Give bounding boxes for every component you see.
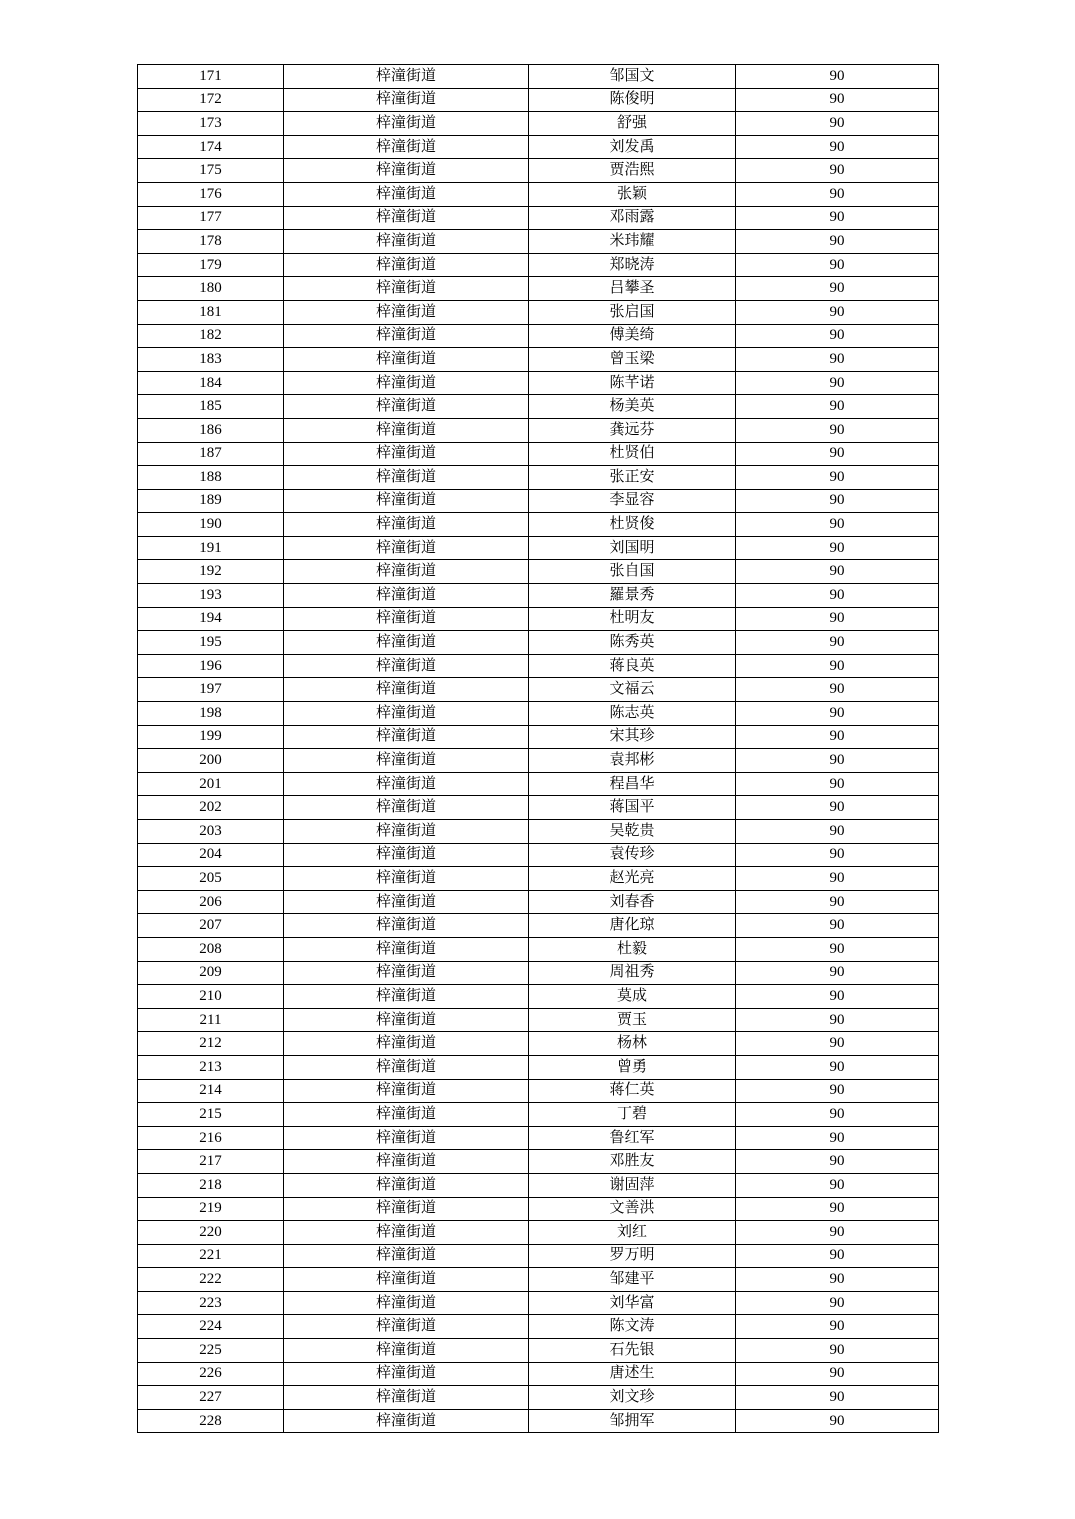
table-row [138, 253, 939, 277]
row-number-cell: 191 [138, 536, 284, 560]
row-number-cell: 196 [138, 654, 284, 678]
row-number-cell: 209 [138, 961, 284, 985]
district-cell: 梓潼街道 [284, 702, 529, 726]
score-cell: 90 [736, 1126, 939, 1150]
district-cell: 梓潼街道 [284, 206, 529, 230]
district-cell: 梓潼街道 [284, 843, 529, 867]
district-cell: 梓潼街道 [284, 725, 529, 749]
name-cell: 傅美绮 [529, 324, 736, 348]
table-row [138, 1291, 939, 1315]
score-cell: 90 [736, 725, 939, 749]
table-row [138, 1362, 939, 1386]
name-cell: 邓胜友 [529, 1150, 736, 1174]
row-number-cell: 179 [138, 253, 284, 277]
table-row [138, 88, 939, 112]
district-cell: 梓潼街道 [284, 961, 529, 985]
district-cell: 梓潼街道 [284, 1032, 529, 1056]
district-cell: 梓潼街道 [284, 418, 529, 442]
district-cell: 梓潼街道 [284, 112, 529, 136]
name-cell: 曾勇 [529, 1055, 736, 1079]
table-row [138, 937, 939, 961]
score-cell: 90 [736, 796, 939, 820]
name-cell: 程昌华 [529, 772, 736, 796]
row-number-cell: 187 [138, 442, 284, 466]
score-cell: 90 [736, 1386, 939, 1410]
score-cell: 90 [736, 702, 939, 726]
name-cell: 吴乾贵 [529, 820, 736, 844]
table-row [138, 135, 939, 159]
row-number-cell: 197 [138, 678, 284, 702]
district-cell: 梓潼街道 [284, 1339, 529, 1363]
name-cell: 周祖秀 [529, 961, 736, 985]
name-cell: 杜贤俊 [529, 513, 736, 537]
row-number-cell: 204 [138, 843, 284, 867]
table-row [138, 702, 939, 726]
table-row [138, 867, 939, 891]
score-cell: 90 [736, 1244, 939, 1268]
name-cell: 刘文珍 [529, 1386, 736, 1410]
row-number-cell: 181 [138, 300, 284, 324]
score-cell: 90 [736, 1173, 939, 1197]
table-row [138, 1386, 939, 1410]
name-cell: 蒋仁英 [529, 1079, 736, 1103]
district-cell: 梓潼街道 [284, 772, 529, 796]
name-cell: 唐化琼 [529, 914, 736, 938]
row-number-cell: 203 [138, 820, 284, 844]
table-row [138, 584, 939, 608]
score-cell: 90 [736, 536, 939, 560]
score-cell: 90 [736, 371, 939, 395]
table-row [138, 65, 939, 89]
row-number-cell: 225 [138, 1339, 284, 1363]
table-row [138, 725, 939, 749]
row-number-cell: 198 [138, 702, 284, 726]
score-table-body [138, 65, 939, 1433]
score-cell: 90 [736, 937, 939, 961]
district-cell: 梓潼街道 [284, 1055, 529, 1079]
row-number-cell: 222 [138, 1268, 284, 1292]
name-cell: 龚远芬 [529, 418, 736, 442]
name-cell: 羅景秀 [529, 584, 736, 608]
score-cell: 90 [736, 1103, 939, 1127]
name-cell: 贾玉 [529, 1008, 736, 1032]
table-row [138, 371, 939, 395]
table-row [138, 1103, 939, 1127]
table-row [138, 961, 939, 985]
score-cell: 90 [736, 206, 939, 230]
district-cell: 梓潼街道 [284, 1268, 529, 1292]
score-cell: 90 [736, 1291, 939, 1315]
table-row [138, 300, 939, 324]
name-cell: 鲁红军 [529, 1126, 736, 1150]
row-number-cell: 182 [138, 324, 284, 348]
row-number-cell: 175 [138, 159, 284, 183]
district-cell: 梓潼街道 [284, 631, 529, 655]
table-row [138, 843, 939, 867]
name-cell: 邹建平 [529, 1268, 736, 1292]
score-cell: 90 [736, 135, 939, 159]
score-cell: 90 [736, 395, 939, 419]
district-cell: 梓潼街道 [284, 1173, 529, 1197]
name-cell: 杜贤伯 [529, 442, 736, 466]
district-cell: 梓潼街道 [284, 253, 529, 277]
row-number-cell: 218 [138, 1173, 284, 1197]
score-cell: 90 [736, 513, 939, 537]
row-number-cell: 180 [138, 277, 284, 301]
row-number-cell: 184 [138, 371, 284, 395]
name-cell: 莫成 [529, 985, 736, 1009]
district-cell: 梓潼街道 [284, 1008, 529, 1032]
table-row [138, 112, 939, 136]
table-row [138, 654, 939, 678]
district-cell: 梓潼街道 [284, 1150, 529, 1174]
district-cell: 梓潼街道 [284, 867, 529, 891]
score-cell: 90 [736, 489, 939, 513]
table-row [138, 631, 939, 655]
row-number-cell: 217 [138, 1150, 284, 1174]
name-cell: 杜明友 [529, 607, 736, 631]
table-row [138, 324, 939, 348]
table-row [138, 513, 939, 537]
district-cell: 梓潼街道 [284, 1244, 529, 1268]
table-row [138, 820, 939, 844]
row-number-cell: 215 [138, 1103, 284, 1127]
table-row [138, 395, 939, 419]
score-cell: 90 [736, 159, 939, 183]
row-number-cell: 199 [138, 725, 284, 749]
table-row [138, 1150, 939, 1174]
row-number-cell: 202 [138, 796, 284, 820]
name-cell: 赵光亮 [529, 867, 736, 891]
table-row [138, 182, 939, 206]
table-row [138, 749, 939, 773]
row-number-cell: 207 [138, 914, 284, 938]
score-cell: 90 [736, 1055, 939, 1079]
name-cell: 蒋良英 [529, 654, 736, 678]
score-cell: 90 [736, 1008, 939, 1032]
score-cell: 90 [736, 182, 939, 206]
district-cell: 梓潼街道 [284, 88, 529, 112]
score-cell: 90 [736, 560, 939, 584]
row-number-cell: 201 [138, 772, 284, 796]
row-number-cell: 189 [138, 489, 284, 513]
row-number-cell: 185 [138, 395, 284, 419]
name-cell: 袁邦彬 [529, 749, 736, 773]
name-cell: 刘发禹 [529, 135, 736, 159]
score-cell: 90 [736, 1315, 939, 1339]
score-cell: 90 [736, 277, 939, 301]
name-cell: 陈文涛 [529, 1315, 736, 1339]
name-cell: 郑晓涛 [529, 253, 736, 277]
row-number-cell: 221 [138, 1244, 284, 1268]
district-cell: 梓潼街道 [284, 1362, 529, 1386]
name-cell: 杜毅 [529, 937, 736, 961]
name-cell: 米玮耀 [529, 230, 736, 254]
table-row [138, 1221, 939, 1245]
score-cell: 90 [736, 324, 939, 348]
district-cell: 梓潼街道 [284, 607, 529, 631]
district-cell: 梓潼街道 [284, 914, 529, 938]
name-cell: 张自国 [529, 560, 736, 584]
table-row [138, 230, 939, 254]
district-cell: 梓潼街道 [284, 796, 529, 820]
name-cell: 邓雨露 [529, 206, 736, 230]
table-row [138, 1197, 939, 1221]
score-cell: 90 [736, 772, 939, 796]
name-cell: 袁传珍 [529, 843, 736, 867]
name-cell: 陈俊明 [529, 88, 736, 112]
table-row [138, 466, 939, 490]
district-cell: 梓潼街道 [284, 1079, 529, 1103]
score-cell: 90 [736, 1339, 939, 1363]
score-cell: 90 [736, 442, 939, 466]
district-cell: 梓潼街道 [284, 1291, 529, 1315]
name-cell: 陈志英 [529, 702, 736, 726]
name-cell: 贾浩熙 [529, 159, 736, 183]
table-row [138, 489, 939, 513]
name-cell: 刘国明 [529, 536, 736, 560]
table-row [138, 1032, 939, 1056]
score-cell: 90 [736, 1079, 939, 1103]
table-row [138, 1409, 939, 1433]
district-cell: 梓潼街道 [284, 348, 529, 372]
district-cell: 梓潼街道 [284, 1126, 529, 1150]
score-cell: 90 [736, 1221, 939, 1245]
district-cell: 梓潼街道 [284, 442, 529, 466]
row-number-cell: 206 [138, 890, 284, 914]
name-cell: 陈芊诺 [529, 371, 736, 395]
name-cell: 宋其珍 [529, 725, 736, 749]
name-cell: 石先银 [529, 1339, 736, 1363]
row-number-cell: 194 [138, 607, 284, 631]
row-number-cell: 200 [138, 749, 284, 773]
score-cell: 90 [736, 88, 939, 112]
table-row [138, 1008, 939, 1032]
table-row [138, 1126, 939, 1150]
name-cell: 刘华富 [529, 1291, 736, 1315]
score-table [137, 64, 939, 1433]
row-number-cell: 186 [138, 418, 284, 442]
row-number-cell: 174 [138, 135, 284, 159]
table-row [138, 536, 939, 560]
name-cell: 杨美英 [529, 395, 736, 419]
district-cell: 梓潼街道 [284, 513, 529, 537]
name-cell: 李显容 [529, 489, 736, 513]
name-cell: 丁碧 [529, 1103, 736, 1127]
row-number-cell: 216 [138, 1126, 284, 1150]
score-cell: 90 [736, 300, 939, 324]
row-number-cell: 190 [138, 513, 284, 537]
score-cell: 90 [736, 1362, 939, 1386]
name-cell: 张正安 [529, 466, 736, 490]
name-cell: 邹拥军 [529, 1409, 736, 1433]
district-cell: 梓潼街道 [284, 749, 529, 773]
row-number-cell: 176 [138, 182, 284, 206]
table-row [138, 418, 939, 442]
district-cell: 梓潼街道 [284, 182, 529, 206]
district-cell: 梓潼街道 [284, 1315, 529, 1339]
row-number-cell: 223 [138, 1291, 284, 1315]
table-row [138, 796, 939, 820]
name-cell: 刘春香 [529, 890, 736, 914]
score-cell: 90 [736, 820, 939, 844]
table-row [138, 1055, 939, 1079]
district-cell: 梓潼街道 [284, 1103, 529, 1127]
district-cell: 梓潼街道 [284, 300, 529, 324]
row-number-cell: 173 [138, 112, 284, 136]
score-cell: 90 [736, 348, 939, 372]
row-number-cell: 214 [138, 1079, 284, 1103]
row-number-cell: 219 [138, 1197, 284, 1221]
row-number-cell: 208 [138, 937, 284, 961]
score-cell: 90 [736, 466, 939, 490]
score-cell: 90 [736, 985, 939, 1009]
score-cell: 90 [736, 584, 939, 608]
row-number-cell: 193 [138, 584, 284, 608]
score-cell: 90 [736, 961, 939, 985]
row-number-cell: 226 [138, 1362, 284, 1386]
district-cell: 梓潼街道 [284, 277, 529, 301]
row-number-cell: 178 [138, 230, 284, 254]
name-cell: 张颖 [529, 182, 736, 206]
district-cell: 梓潼街道 [284, 1409, 529, 1433]
table-row [138, 890, 939, 914]
district-cell: 梓潼街道 [284, 324, 529, 348]
name-cell: 刘红 [529, 1221, 736, 1245]
score-cell: 90 [736, 1197, 939, 1221]
district-cell: 梓潼街道 [284, 466, 529, 490]
table-row [138, 1339, 939, 1363]
district-cell: 梓潼街道 [284, 937, 529, 961]
table-row [138, 1244, 939, 1268]
row-number-cell: 177 [138, 206, 284, 230]
score-cell: 90 [736, 607, 939, 631]
row-number-cell: 213 [138, 1055, 284, 1079]
name-cell: 文福云 [529, 678, 736, 702]
row-number-cell: 183 [138, 348, 284, 372]
score-cell: 90 [736, 867, 939, 891]
name-cell: 曾玉梁 [529, 348, 736, 372]
row-number-cell: 171 [138, 65, 284, 89]
score-cell: 90 [736, 914, 939, 938]
table-row [138, 206, 939, 230]
score-cell: 90 [736, 678, 939, 702]
table-row [138, 442, 939, 466]
district-cell: 梓潼街道 [284, 678, 529, 702]
row-number-cell: 227 [138, 1386, 284, 1410]
score-cell: 90 [736, 749, 939, 773]
table-row [138, 348, 939, 372]
row-number-cell: 172 [138, 88, 284, 112]
name-cell: 蒋国平 [529, 796, 736, 820]
district-cell: 梓潼街道 [284, 584, 529, 608]
table-row [138, 914, 939, 938]
table-row [138, 1268, 939, 1292]
table-row [138, 159, 939, 183]
name-cell: 杨林 [529, 1032, 736, 1056]
table-row [138, 985, 939, 1009]
district-cell: 梓潼街道 [284, 135, 529, 159]
table-row [138, 607, 939, 631]
district-cell: 梓潼街道 [284, 820, 529, 844]
district-cell: 梓潼街道 [284, 560, 529, 584]
row-number-cell: 228 [138, 1409, 284, 1433]
table-row [138, 772, 939, 796]
row-number-cell: 192 [138, 560, 284, 584]
name-cell: 文善洪 [529, 1197, 736, 1221]
row-number-cell: 205 [138, 867, 284, 891]
district-cell: 梓潼街道 [284, 1197, 529, 1221]
score-cell: 90 [736, 230, 939, 254]
table-row [138, 560, 939, 584]
name-cell: 邹国文 [529, 65, 736, 89]
district-cell: 梓潼街道 [284, 65, 529, 89]
score-cell: 90 [736, 843, 939, 867]
score-cell: 90 [736, 1409, 939, 1433]
row-number-cell: 211 [138, 1008, 284, 1032]
district-cell: 梓潼街道 [284, 395, 529, 419]
name-cell: 吕攀圣 [529, 277, 736, 301]
district-cell: 梓潼街道 [284, 1221, 529, 1245]
score-cell: 90 [736, 65, 939, 89]
table-row [138, 1079, 939, 1103]
name-cell: 谢固萍 [529, 1173, 736, 1197]
row-number-cell: 224 [138, 1315, 284, 1339]
row-number-cell: 220 [138, 1221, 284, 1245]
score-cell: 90 [736, 253, 939, 277]
row-number-cell: 188 [138, 466, 284, 490]
district-cell: 梓潼街道 [284, 489, 529, 513]
district-cell: 梓潼街道 [284, 1386, 529, 1410]
score-cell: 90 [736, 890, 939, 914]
row-number-cell: 210 [138, 985, 284, 1009]
table-row [138, 1315, 939, 1339]
district-cell: 梓潼街道 [284, 159, 529, 183]
name-cell: 唐述生 [529, 1362, 736, 1386]
table-row [138, 277, 939, 301]
score-cell: 90 [736, 112, 939, 136]
name-cell: 罗万明 [529, 1244, 736, 1268]
row-number-cell: 195 [138, 631, 284, 655]
name-cell: 陈秀英 [529, 631, 736, 655]
score-cell: 90 [736, 418, 939, 442]
score-cell: 90 [736, 1268, 939, 1292]
district-cell: 梓潼街道 [284, 654, 529, 678]
district-cell: 梓潼街道 [284, 536, 529, 560]
district-cell: 梓潼街道 [284, 230, 529, 254]
district-cell: 梓潼街道 [284, 371, 529, 395]
row-number-cell: 212 [138, 1032, 284, 1056]
name-cell: 张启国 [529, 300, 736, 324]
name-cell: 舒强 [529, 112, 736, 136]
score-cell: 90 [736, 631, 939, 655]
district-cell: 梓潼街道 [284, 890, 529, 914]
table-row [138, 1173, 939, 1197]
table-row [138, 678, 939, 702]
score-cell: 90 [736, 1150, 939, 1174]
district-cell: 梓潼街道 [284, 985, 529, 1009]
score-cell: 90 [736, 1032, 939, 1056]
score-cell: 90 [736, 654, 939, 678]
